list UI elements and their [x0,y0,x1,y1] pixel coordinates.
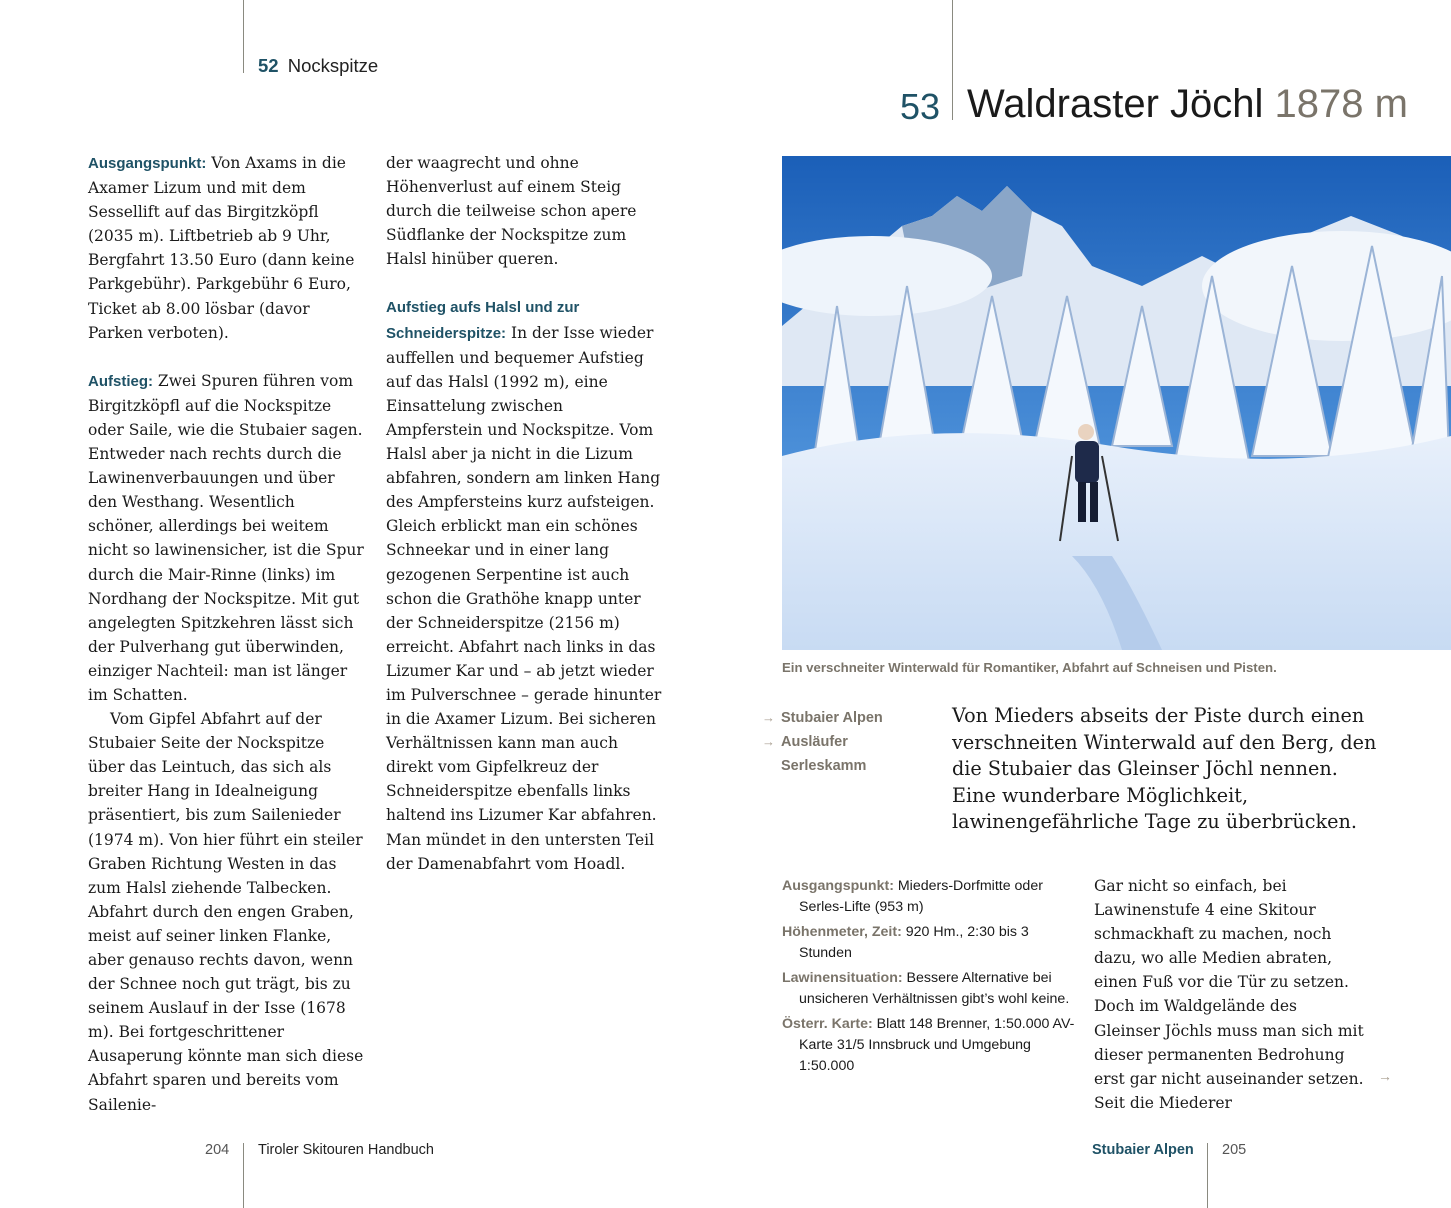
footer-left-page-number: 204 [205,1142,230,1158]
region-tags [762,706,883,778]
tag-stubaier-alpen[interactable]: → Stubaier Alpen [762,706,883,730]
intro-text: Von Mieders abseits der Piste durch einen verschneiten Winterwald auf den Berg, den die Stubaier das Gleinser Jöchl nennen. Eine wunderbare Möglichkeit, lawinengefährliche Tage zu überbrücken. [952,704,1377,833]
tag-serleskamm: Serleskamm [781,758,867,774]
paragraph-aufstieg: Aufstieg: Zwei Spuren führen vom Birgitzköpfl auf die Nockspitze oder Saile, wie die Stubaier sagen. Entweder nach rechts durch die Lawinenverbauungen und über den Westhang. Wesentlich schöner, allerdings bei weitem nicht so lawinensicher, ist die Spur durch die Mair-Rinne (links) im Nordhang der Nockspitze. Mit gut angelegten Spitzkehren lässt sich der Pulverhang gut überwinden, einziger Nachteil: man ist länger im Schatten. [88,371,364,704]
footer-section: Stubaier Alpen [1092,1142,1194,1158]
header-rule-left [243,0,244,73]
paragraph-abfahrt: Vom Gipfel Abfahrt auf der Stubaier Seite der Nockspitze über das Leintuch, das sich als breiter Hang in Idealneigung präsentiert, bis zum Sailenieder (1974 m). Von hier führt ein steiler Graben Richtung Westen in das zum Halsl ziehende Talbecken. Abfahrt durch den engen Graben, meist auf seiner linken Flanke, aber genauso rechts davon, wenn der Schnee noch gut trägt, bis zu seinem Auslauf in der Isse (1678 m). Bei fortgeschrittener Ausaperung könnte man sich diese Abfahrt sparen und bereits vom Sailenie- [88,710,364,1114]
arrow-icon: → [762,710,775,725]
paragraph-halsl: Aufstieg aufs Halsl und zur Schneiderspitze: In der Isse wieder auffellen und bequemer Aufstieg auf das Halsl (1992 m), eine Einsattelung zwischen Ampferstein und Nockspitze. Vom Halsl aber ja nicht in die Lizum abfahren, sondern am linken Hang des Ampfersteins kurz aufsteigen. Gleich erblickt man ein schönes Schneekar und in einer lang gezogenen Serpentine ist auch schon die Grathöhe knapp unter der Schneiderspitze (2156 m) erreicht. Abfahrt nach links in das Lizumer Kar und – ab jetzt wieder im Pulverschnee – gerade hinunter in die Axamer Lizum. Bei sicheren Verhältnissen kann man auch direkt vom Gipfelkreuz der Schneiderspitze ebenfalls links haltend ins Lizumer Kar abfahren. Man mündet in den untersten Teil der Damenabfahrt vom Hoadl. [386,299,662,873]
right-body-text: Gar nicht so einfach, bei Lawinenstufe 4 eine Skitour schmackhaft zu machen, noch dazu, wo alle Medien abraten, einen Fuß vor die Tür zu setzen. Doch im Waldgelände des Gleinser Jöchls muss man sich mit dieser permanenten Bedrohung erst gar nicht auseinander setzen. Seit die Miederer [1094,877,1364,1112]
paragraph-ausgangspunkt: Ausgangspunkt: Von Axams in die Axamer Lizum und mit dem Sessellift auf das Birgitzköpfl (2035 m). Liftbetrieb ab 9 Uhr, Bergfahrt 13.50 Euro (dann keine Parkgebühr). Parkgebühr 6 Euro, Ticket ab 8.00 lösbar (davor Parken verboten). [88,154,355,342]
tour-title [967,82,1408,127]
tour-info [782,876,1082,1081]
footer-rule-left [243,1143,244,1208]
footer-book-title: Tiroler Skitouren Handbuch [258,1142,434,1158]
info-karte: Österr. Karte: Blatt 148 Brenner, 1:50.000 AV-Karte 31/5 Innsbruck und Umgebung 1:50.000 [782,1016,1075,1074]
info-lawinensituation: Lawinensituation: Bessere Alternative bei unsicheren Verhältnissen gibt’s wohl keine. [782,970,1070,1007]
continue-arrow-icon: → [1378,1068,1392,1084]
tag-auslaeufer[interactable]: → Ausläufer [762,730,883,754]
footer-rule-right [1207,1143,1208,1208]
running-header-title: Nockspitze [287,55,379,76]
left-column-2 [386,151,662,876]
tour-altitude: 1878 m [1274,82,1408,126]
arrow-icon: → [762,734,775,749]
tour-number: 53 [900,86,941,127]
info-hoehenmeter: Höhenmeter, Zeit: 920 Hm., 2:30 bis 3 Stunden [782,924,1029,961]
winter-forest-photo [782,156,1451,650]
header-rule-right [952,0,953,120]
left-column-1 [88,151,364,1117]
footer-right-page-number: 205 [1222,1142,1247,1158]
running-header-number: 52 [258,55,279,76]
running-header [258,55,378,77]
info-ausgangspunkt: Ausgangspunkt: Mieders-Dorfmitte oder Serles-Lifte (953 m) [782,878,1043,915]
tour-name: Waldraster Jöchl [967,82,1264,126]
photo-caption: Ein verschneiter Winterwald für Romantiker, Abfahrt auf Schneisen und Pisten. [782,660,1277,675]
paragraph-continued: der waagrecht und ohne Höhenverlust auf einem Steig durch die teilweise schon apere Südflanke der Nockspitze zum Halsl hinüber queren. [386,154,637,269]
